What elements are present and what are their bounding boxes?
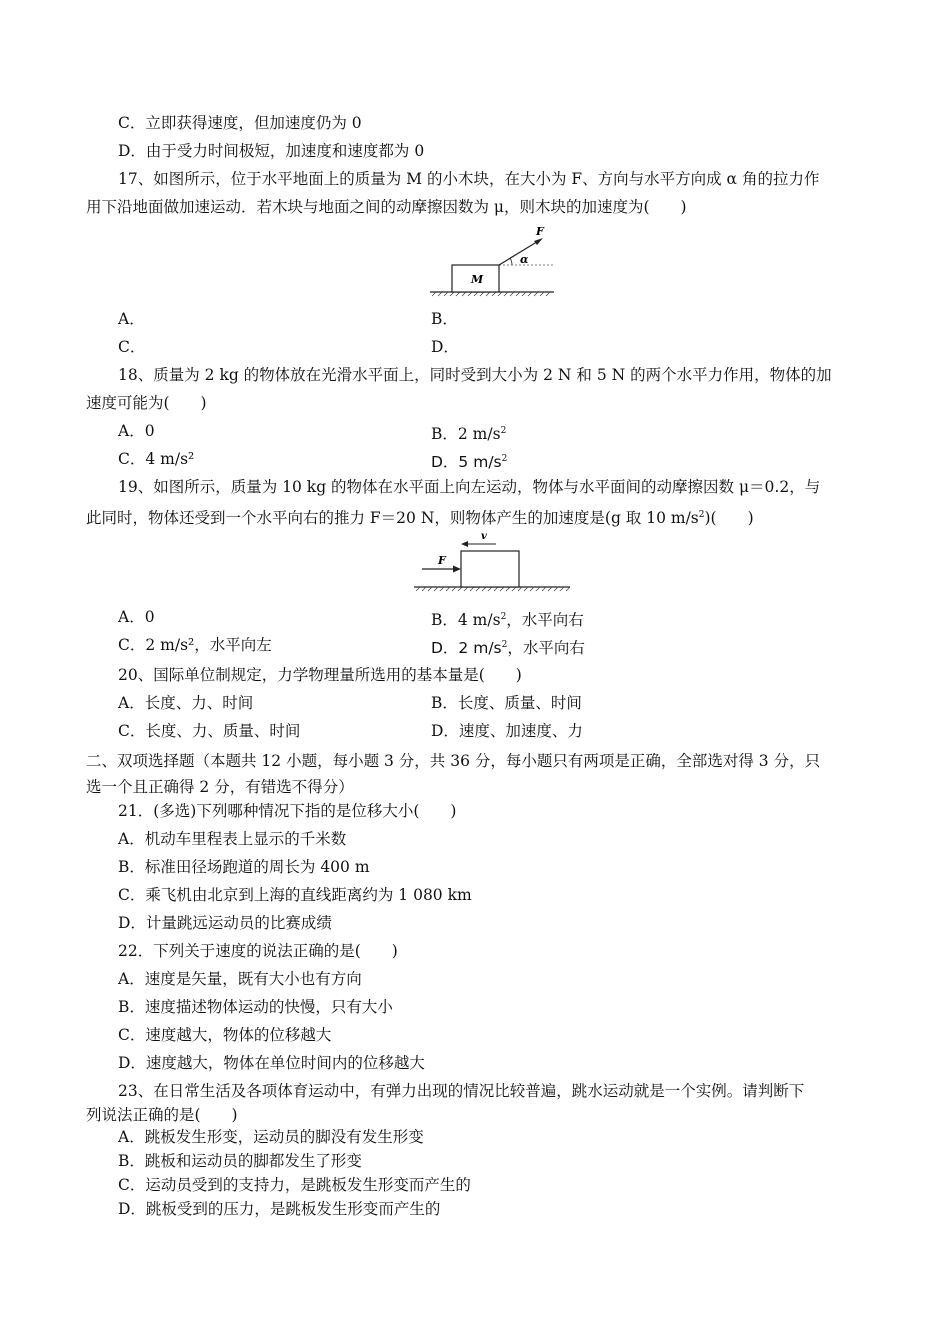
- q18-stem-line2: 速度可能为( ): [86, 394, 207, 412]
- q22-stem: 22．下列关于速度的说法正确的是( ): [118, 942, 398, 960]
- q17-option-c: C．: [118, 338, 146, 356]
- q17-stem-line2: 用下沿地面做加速运动．若木块与地面之间的动摩擦因数为 μ，则木块的加速度为( ): [86, 198, 687, 216]
- q22-option-d: D．速度越大，物体在单位时间内的位移越大: [118, 1054, 425, 1072]
- block: [461, 551, 519, 587]
- force-arrowhead: [534, 238, 543, 245]
- q17-figure-block-pulled: [428, 224, 558, 298]
- q16-option-c: C．立即获得速度，但加速度仍为 0: [118, 114, 362, 132]
- q18-stem-line1: 18、质量为 2 kg 的物体放在光滑水平面上，同时受到大小为 2 N 和 5 N 的两个水平力作用，物体的加: [118, 366, 832, 384]
- q19-figure-block-pushed: [412, 530, 572, 598]
- q22-option-b: B．速度描述物体运动的快慢，只有大小: [118, 998, 393, 1016]
- q16-option-d: D．由于受力时间极短，加速度和速度都为 0: [118, 142, 425, 160]
- q21-stem: 21．(多选)下列哪种情况下指的是位移大小( ): [118, 802, 457, 820]
- push-force-arrowhead: [453, 566, 461, 573]
- q23-option-d: D．跳板受到的压力，是跳板发生形变而产生的: [118, 1200, 441, 1218]
- q19-option-a: A．0: [118, 608, 155, 626]
- q21-option-a: A．机动车里程表上显示的千米数: [118, 830, 347, 848]
- q23-stem-line1: 23、在日常生活及各项体育运动中，有弹力出现的情况比较普遍，跳水运动就是一个实例。请判断下: [118, 1082, 805, 1100]
- q17-option-a: A．: [118, 310, 145, 328]
- q18-option-d: D．5 $m/s^2$: [431, 453, 508, 471]
- q20-option-d: D．速度、加速度、力: [431, 722, 583, 740]
- q22-option-a: A．速度是矢量，既有大小也有方向: [118, 970, 362, 988]
- q21-option-d: D．计量跳远运动员的比赛成绩: [118, 914, 332, 932]
- force-label: F: [536, 225, 544, 238]
- q20-stem: 20、国际单位制规定，力学物理量所选用的基本量是( ): [118, 666, 522, 684]
- q17-option-b: B．: [431, 310, 458, 328]
- section2-heading-line1: 二、双项选择题（本题共 12 小题，每小题 3 分，共 36 分，每小题只有两项是正确，全部选对得 3 分，只: [86, 752, 821, 770]
- velocity-label: v: [481, 531, 487, 542]
- q20-option-b: B．长度、质量、时间: [431, 694, 582, 712]
- q18-option-a: A．0: [118, 422, 155, 440]
- angle-arc: [510, 258, 512, 265]
- block-mass-label: M: [471, 273, 484, 286]
- q17-stem-line1: 17、如图所示，位于水平地面上的质量为 M 的小木块，在大小为 F、方向与水平方向成 α 角的拉力作: [118, 170, 820, 188]
- angle-label: α: [520, 253, 529, 266]
- q21-option-c: C．乘飞机由北京到上海的直线距离约为 1 080 km: [118, 886, 472, 904]
- q20-option-c: C．长度、力、质量、时间: [118, 722, 301, 740]
- q19-stem-line2: 此同时，物体还受到一个水平向右的推力 F＝20 N，则物体产生的加速度是(g 取 10 $m/s^2$)( ): [86, 509, 754, 527]
- q19-option-b: B．4 $m/s^2$，水平向右: [431, 611, 584, 629]
- q18-option-c: C．4 m/s²: [118, 450, 195, 468]
- q19-option-d: D．2 $m/s^2$，水平向右: [431, 639, 585, 657]
- velocity-arrowhead: [461, 541, 468, 547]
- q18-option-b: B．2 $m/s^2$: [431, 425, 507, 443]
- q23-option-b: B．跳板和运动员的脚都发生了形变: [118, 1152, 362, 1170]
- q23-stem-line2: 列说法正确的是( ): [86, 1106, 238, 1124]
- section2-heading-line2: 选一个且正确得 2 分，有错选不得分）: [86, 778, 354, 796]
- q20-option-a: A．长度、力、时间: [118, 694, 254, 712]
- q17-option-d: D．: [431, 338, 459, 356]
- q23-option-a: A．跳板发生形变，运动员的脚没有发生形变: [118, 1128, 424, 1146]
- ground-hatching: [432, 292, 550, 296]
- push-force-label: F: [438, 554, 446, 567]
- q19-option-c: C．2 m/s²，水平向左: [118, 636, 272, 654]
- q21-option-b: B．标准田径场跑道的周长为 400 m: [118, 858, 370, 876]
- q19-stem-line1: 19、如图所示，质量为 10 kg 的物体在水平面上向左运动，物体与水平面间的动摩擦因数 μ＝0.2，与: [118, 478, 821, 496]
- q23-option-c: C．运动员受到的支持力，是跳板发生形变而产生的: [118, 1176, 471, 1194]
- q22-option-c: C．速度越大，物体的位移越大: [118, 1026, 332, 1044]
